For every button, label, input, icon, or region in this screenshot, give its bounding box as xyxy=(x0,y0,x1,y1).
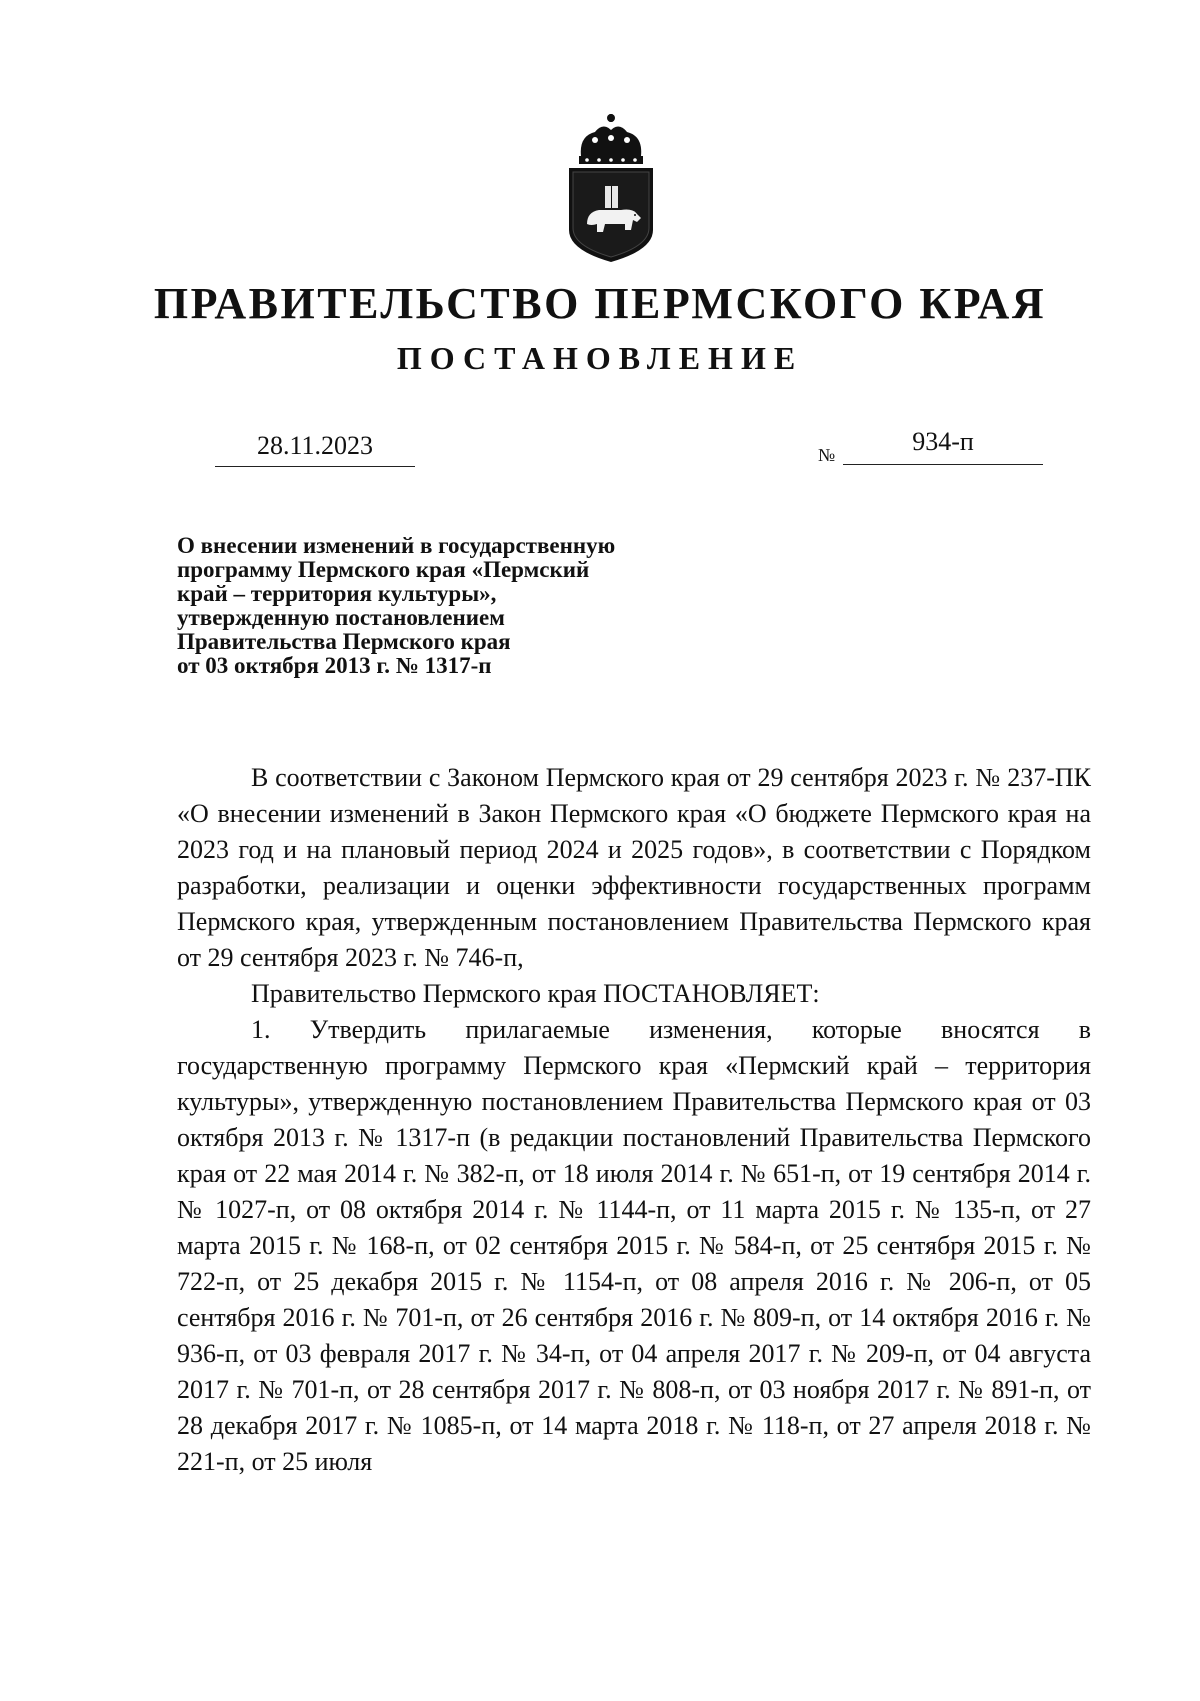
document-body xyxy=(177,760,1091,1480)
resolution-paragraph: Правительство Пермского края ПОСТАНОВЛЯЕТ: xyxy=(251,979,820,1008)
document-date: 28.11.2023 xyxy=(215,426,415,467)
crown-icon xyxy=(579,114,643,164)
preamble-paragraph: В соответствии с Законом Пермского края от 29 сентября 2023 г. № 237-ПК «О внесении изменений в Закон Пермского края «О бюджете Пермского края на 2023 год и на плановый период 2024 и 2025 годов», в соответствии с Порядком разработки, реализации и оценки эффективности государственных программ Пермского края, утвержденным постановлением Правительства Пермского края от 29 сентября 2023 г. № 746-п, xyxy=(177,763,1091,972)
subject-line: О внесении изменений в государственную xyxy=(177,533,616,558)
subject-line: утвержденную постановлением xyxy=(177,605,505,630)
subject-line: от 03 октября 2013 г. № 1317-п xyxy=(177,653,492,678)
subject-line: край – территория культуры», xyxy=(177,581,497,606)
document-number: 934-п xyxy=(843,422,1043,465)
government-title: ПРАВИТЕЛЬСТВО ПЕРМСКОГО КРАЯ xyxy=(153,279,1047,328)
document-type: ПОСТАНОВЛЕНИЕ xyxy=(396,340,804,376)
shield-icon xyxy=(569,168,653,262)
document-subject xyxy=(177,534,737,678)
subject-line: Правительства Пермского края xyxy=(177,629,511,654)
subject-line: программу Пермского края «Пермский xyxy=(177,557,590,582)
item-1-paragraph: 1. Утвердить прилагаемые изменения, которые вносятся в государственную программу Пермского края «Пермский край – территория культуры», утвержденную постановлением Правительства Пермского края от 03 октября 2013 г. № 1317-п (в редакции постановлений Правительства Пермского края от 22 мая 2014 г. № 382-п, от 18 июля 2014 г. № 651-п, от 19 сентября 2014 г. № 1027-п, от 08 октября 2014 г. № 1144-п, от 11 марта 2015 г. № 135-п, от 27 марта 2015 г. № 168-п, от 02 сентября 2015 г. № 584-п, от 25 сентября 2015 г. № 722-п, от 25 декабря 2015 г. № 1154-п, от 08 апреля 2016 г. № 206-п, от 05 сентября 2016 г. № 701-п, от 26 сентября 2016 г. № 809-п, от 14 октября 2016 г. № 936-п, от 03 февраля 2017 г. № 34-п, от 04 апреля 2017 г. № 209-п, от 04 августа 2017 г. № 701-п, от 28 сентября 2017 г. № 808-п, от 03 ноября 2017 г. № 891-п, от 28 декабря 2017 г. № 1085-п, от 14 марта 2018 г. № 118-п, от 27 апреля 2018 г. № 221-п, от 25 июля xyxy=(177,1015,1091,1476)
number-sign: № xyxy=(818,445,836,465)
coat-of-arms-icon xyxy=(565,112,657,262)
